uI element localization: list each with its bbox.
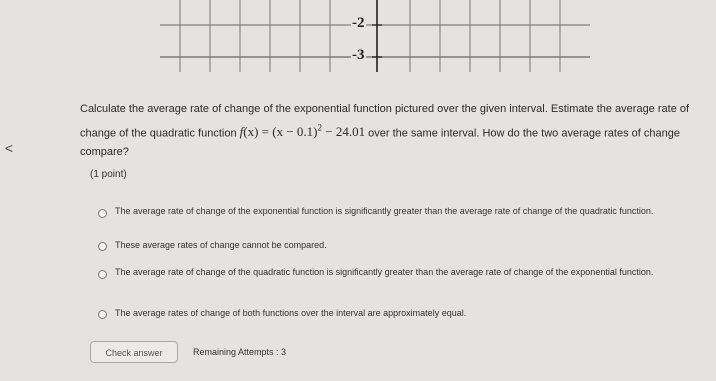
radio-button[interactable] xyxy=(98,209,107,218)
question-text xyxy=(80,100,690,162)
radio-button[interactable] xyxy=(98,242,107,251)
check-answer-button[interactable]: Check answer xyxy=(90,341,178,363)
points-label: (1 point) xyxy=(90,169,127,180)
radio-button[interactable] xyxy=(98,310,107,319)
option-label: The average rate of change of the quadratic function is significantly greater than the average rate of change of the exponential function. xyxy=(115,267,654,277)
question-part1: Calculate the average rate of change of the exponential function pictured over the given interval. Estimate the average rate of change of the quadratic function xyxy=(80,103,690,140)
option-label: The average rate of change of the exponential function is significantly greater than the average rate of change of the quadratic function. xyxy=(115,206,654,216)
question-part2: over the same interval. How do the two average rates of change compare? xyxy=(80,127,680,159)
radio-button[interactable] xyxy=(98,270,107,279)
remaining-attempts: Remaining Attempts : 3 xyxy=(193,347,287,357)
function-arg: (x) = (x − 0.1) xyxy=(243,124,318,140)
option-label: These average rates of change cannot be compared. xyxy=(115,240,327,250)
function-lhs: f xyxy=(239,124,244,140)
function-exponent: 2 xyxy=(317,123,322,133)
y-tick-label: -3 xyxy=(352,47,365,63)
chevron-left-icon[interactable] xyxy=(2,139,16,157)
back-glyph: < xyxy=(4,140,14,156)
y-tick-label: -2 xyxy=(352,15,365,31)
function-tail: − 24.01 xyxy=(321,124,366,140)
option-label: The average rates of change of both functions over the interval are approximately equal. xyxy=(115,308,467,318)
function-expression xyxy=(240,124,365,139)
graph-area xyxy=(0,0,716,72)
